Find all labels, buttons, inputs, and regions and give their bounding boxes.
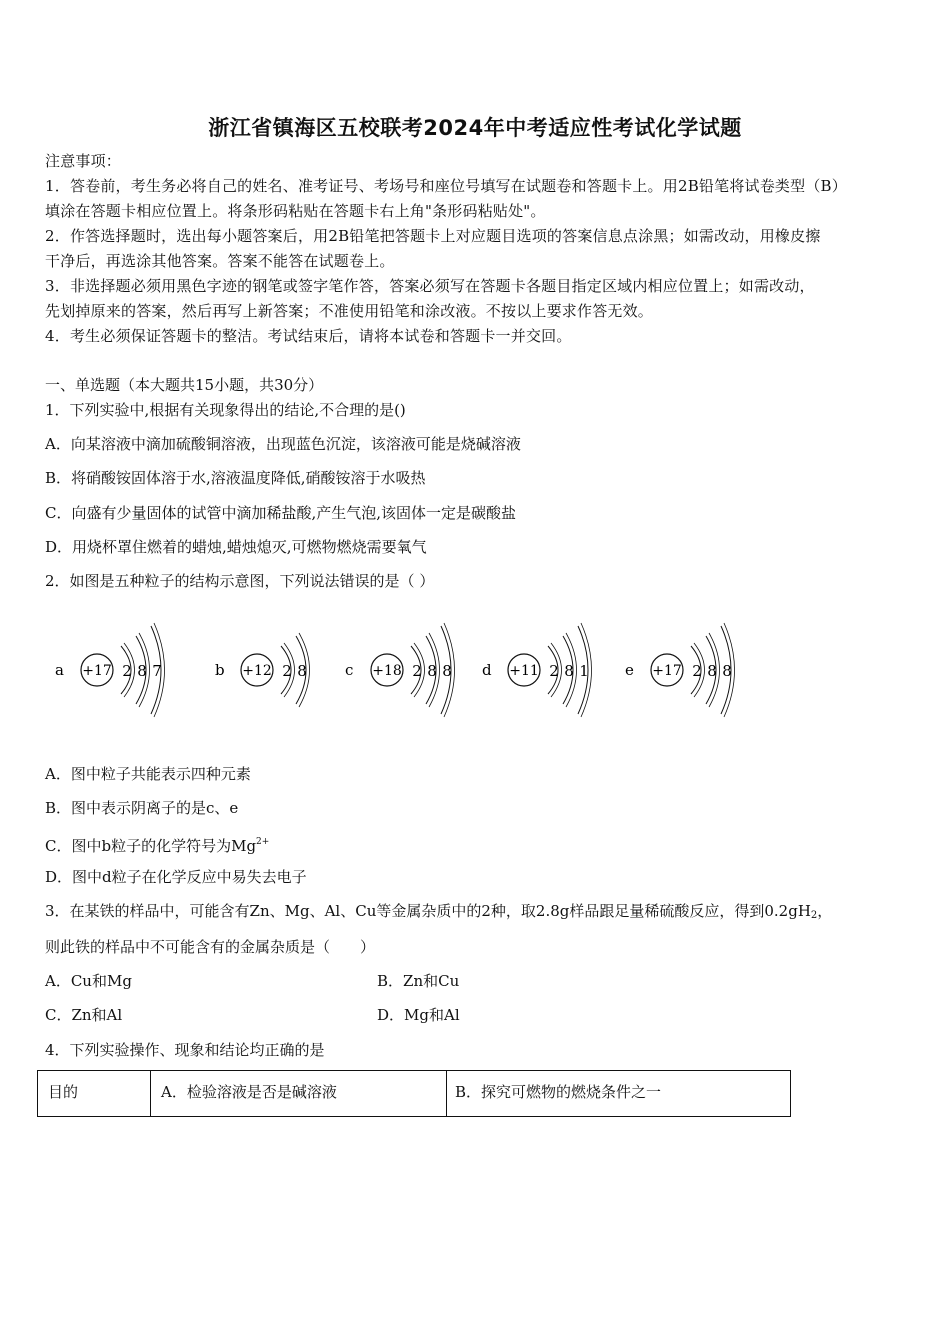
notice-line: 4．考生必须保证答题卡的整洁。考试结束后，请将本试卷和答题卡一并交回。 — [45, 327, 572, 345]
nucleus-charge: +11 — [509, 663, 539, 679]
question-1-option-a: A．向某溶液中滴加硫酸铜溶液，出现蓝色沉淀，该溶液可能是烧碱溶液 — [45, 435, 521, 453]
section-heading: 一、单选题（本大题共15小题，共30分） — [45, 376, 324, 394]
nucleus-charge: +17 — [652, 663, 682, 679]
electron-count: 8 — [427, 662, 437, 680]
particle-label: b — [215, 661, 225, 679]
electron-count: 8 — [297, 662, 307, 680]
question-2-option-a: A．图中粒子共能表示四种元素 — [45, 765, 251, 783]
question-3-option-d: D．Mg和Al — [377, 1006, 460, 1024]
notice-line: 3．非选择题必须用黑色字迹的钢笔或签字笔作答，答案必须写在答题卡各题目指定区域内相应位置上；如需改动， — [45, 277, 815, 295]
notice-line: 填涂在答题卡相应位置上。将条形码粘贴在答题卡右上角"条形码粘贴处"。 — [45, 202, 546, 220]
notice-heading: 注意事项： — [45, 152, 122, 170]
question-4-stem: 4．下列实验操作、现象和结论均正确的是 — [45, 1041, 325, 1059]
experiment-table — [37, 1070, 791, 1117]
notice-line: 干净后，再选涂其他答案。答案不能答在试题卷上。 — [45, 252, 395, 270]
question-3-stem: 3．在某铁的样品中，可能含有Zn、Mg、Al、Cu等金属杂质中的2种，取2.8g样品跟足量稀硫酸反应，得到$0.2gH_2$， — [45, 902, 833, 921]
particle-c — [345, 623, 455, 717]
particle-label: c — [345, 661, 354, 679]
electron-count: 8 — [564, 662, 574, 680]
table-cell-b: B．探究可燃物的燃烧条件之一 — [455, 1083, 662, 1101]
particle-label: e — [625, 661, 634, 679]
question-3-option-c: C．Zn和Al — [45, 1006, 123, 1024]
notice-line: 2．作答选择题时，选出每小题答案后，用2B铅笔把答题卡上对应题目选项的答案信息点涂黑；如需改动，用橡皮擦 — [45, 227, 821, 245]
question-3-option-b: B．Zn和Cu — [377, 972, 460, 990]
table-cell-a: A．检验溶液是否是碱溶液 — [151, 1071, 447, 1116]
electron-count: 8 — [442, 662, 452, 680]
question-3-option-a: A．Cu和Mg — [45, 972, 132, 990]
question-1-option-b: B．将硝酸铵固体溶于水,溶液温度降低,硝酸铵溶于水吸热 — [45, 469, 426, 487]
particle-b — [215, 633, 310, 707]
question-2-option-c: C．图中b粒子的化学符号为$Mg^{2+}$ — [45, 837, 270, 855]
particle-d — [482, 623, 592, 717]
particle-label: d — [482, 661, 492, 679]
nucleus-charge: +18 — [372, 663, 402, 679]
electron-count: 2 — [122, 662, 132, 680]
particle-label: a — [55, 661, 64, 679]
question-3-stem-line2: 则此铁的样品中不可能含有的金属杂质是（ ） — [45, 938, 376, 956]
h2-subscript: 2 — [810, 910, 818, 921]
nucleus-charge: +12 — [242, 663, 272, 679]
electron-count: 8 — [707, 662, 717, 680]
particle-a — [55, 623, 165, 717]
atomic-structure-diagram — [40, 608, 760, 728]
electron-count: 8 — [722, 662, 732, 680]
question-1-option-d: D．用烧杯罩住燃着的蜡烛,蜡烛熄灭,可燃物燃烧需要氧气 — [45, 538, 427, 556]
electron-count: 2 — [549, 662, 559, 680]
notice-line: 1．答卷前，考生务必将自己的姓名、准考证号、考场号和座位号填写在试题卷和答题卡上。用2B铅笔将试卷类型（B） — [45, 177, 847, 195]
electron-count: 1 — [579, 662, 589, 680]
table-header-purpose: 目的 — [38, 1071, 151, 1116]
electron-count: 2 — [412, 662, 422, 680]
electron-count: 2 — [692, 662, 702, 680]
question-2-stem: 2．如图是五种粒子的结构示意图，下列说法错误的是（ ） — [45, 572, 435, 590]
question-1-stem: 1．下列实验中,根据有关现象得出的结论,不合理的是() — [45, 401, 406, 419]
electron-count: 2 — [282, 662, 292, 680]
page-title: 浙江省镇海区五校联考2024年中考适应性考试化学试题 — [208, 116, 742, 140]
question-1-option-c: C．向盛有少量固体的试管中滴加稀盐酸,产生气泡,该固体一定是碳酸盐 — [45, 504, 517, 522]
notice-line: 先划掉原来的答案，然后再写上新答案；不准使用铅笔和涂改液。不按以上要求作答无效。 — [45, 302, 654, 320]
electron-count: 8 — [137, 662, 147, 680]
nucleus-charge: +17 — [82, 663, 112, 679]
charge-superscript: 2+ — [256, 837, 270, 847]
question-2-option-d: D．图中d粒子在化学反应中易失去电子 — [45, 868, 307, 886]
particle-e — [625, 623, 735, 717]
electron-count: 7 — [152, 662, 162, 680]
question-2-option-b: B．图中表示阴离子的是c、e — [45, 799, 239, 817]
